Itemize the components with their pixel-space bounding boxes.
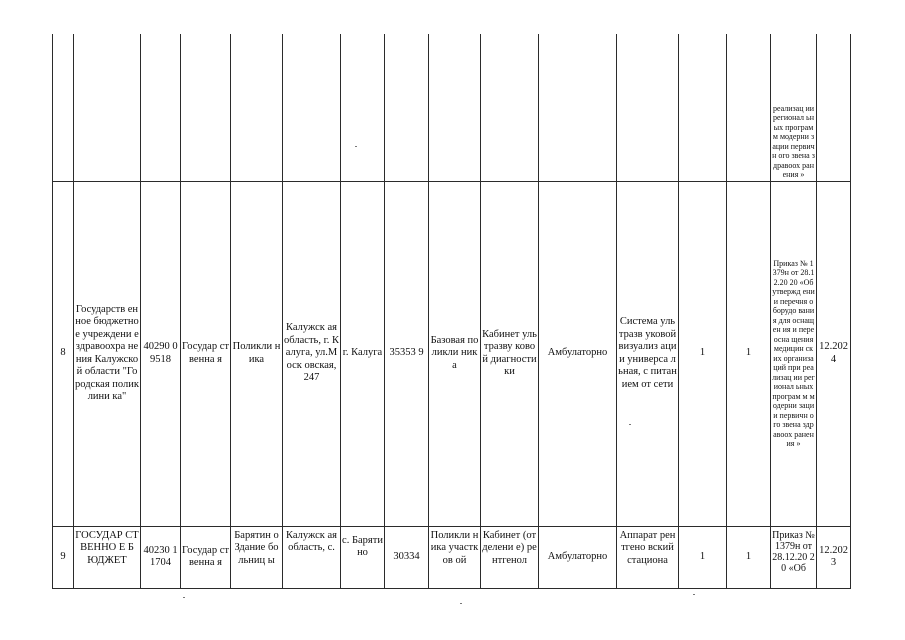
department: Кабинет (отделени е) рентгенол <box>481 526 539 588</box>
address: Калужск ая область, с. <box>283 526 341 588</box>
facility-type: Базовая поликли ника <box>429 181 481 526</box>
equipment-name: Система ультразв уковой визуализ ации универса льная, с питанием от сети <box>617 181 679 526</box>
quantity-2: 1 <box>727 181 771 526</box>
quantity-1 <box>679 34 727 181</box>
deadline-date: 12.202 4 <box>817 181 851 526</box>
facility-name: Поликли ника <box>231 181 283 526</box>
quantity-1: 1 <box>679 526 727 588</box>
equipment-name <box>617 34 679 181</box>
scan-speck <box>183 597 185 598</box>
inn: 40230 11704 <box>141 526 181 588</box>
organization-name: Государств енное бюджетное учреждени е здравоохра нения Калужской области "Городская поликлини ка" <box>74 181 141 526</box>
scan-speck <box>355 146 357 147</box>
quantity-2: 1 <box>727 526 771 588</box>
care-condition: Амбулаторно <box>539 526 617 588</box>
inn: 40290 09518 <box>141 181 181 526</box>
table-row <box>53 181 851 526</box>
ownership-form: Государ ственна я <box>181 526 231 588</box>
care-condition <box>539 34 617 181</box>
department <box>481 34 539 181</box>
organization-name: ГОСУДАР СТВЕННО Е БЮДЖЕТ <box>74 526 141 588</box>
care-condition: Амбулаторно <box>539 181 617 526</box>
table-row <box>53 34 851 181</box>
deadline-date: 12.202 3 <box>817 526 851 588</box>
deadline-date <box>817 34 851 181</box>
code <box>385 34 429 181</box>
basis-document: Приказ № 1379н от 28.12.20 20 «Об <box>771 526 817 588</box>
scan-speck <box>460 603 462 604</box>
equipment-name: Аппарат рентгено вский стациона <box>617 526 679 588</box>
quantity-2 <box>727 34 771 181</box>
scan-speck <box>629 424 631 425</box>
row-number: 9 <box>53 526 74 588</box>
table-row <box>53 526 851 588</box>
row-number <box>53 34 74 181</box>
department: Кабинет ультразву ковой диагности ки <box>481 181 539 526</box>
facility-type: Поликли ника участков ой <box>429 526 481 588</box>
ownership-form: Государ ственна я <box>181 181 231 526</box>
scan-speck <box>693 594 695 595</box>
locality: с. Барятино <box>341 526 385 588</box>
code: 35353 9 <box>385 181 429 526</box>
basis-document: Приказ № 1379н от 28.12.20 20 «Об утвержд ении перечня оборудо вания для оснащен ия и переосна щения медицин ских организа ций при реализац ии регионал ьных програм м модерни зации первичн ого звена здравоох ранения » <box>771 181 817 526</box>
address <box>283 34 341 181</box>
facility-type <box>429 34 481 181</box>
ownership-form <box>181 34 231 181</box>
organization-name <box>74 34 141 181</box>
inn <box>141 34 181 181</box>
locality: г. Калуга <box>341 181 385 526</box>
row-number: 8 <box>53 181 74 526</box>
basis-document: реализац ии регионал ьных програм м модерни зации первичн ого звена здравоох ранения » <box>771 34 817 181</box>
quantity-1: 1 <box>679 181 727 526</box>
code: 30334 <box>385 526 429 588</box>
facility-name: Барятин о Здание больниц ы <box>231 526 283 588</box>
facility-name <box>231 34 283 181</box>
locality <box>341 34 385 181</box>
address: Калужск ая область, г. Калуга, ул.Моск овская, 247 <box>283 181 341 526</box>
equipment-table <box>52 34 851 589</box>
